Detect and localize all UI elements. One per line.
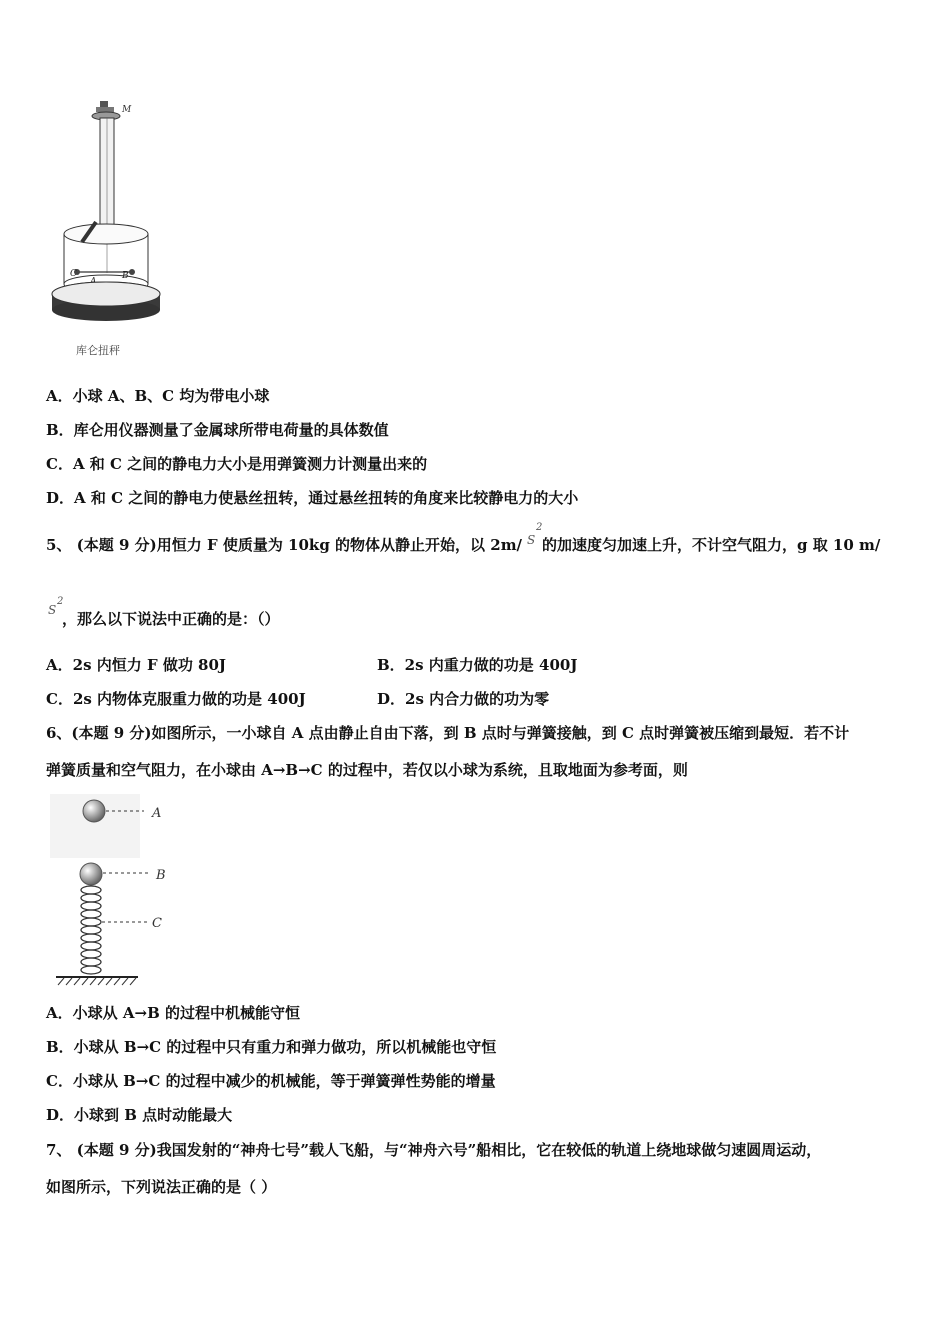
- q6-option-c: C．小球从 B→C 的过程中减少的机械能，等于弹簧弹性势能的增量: [46, 1072, 496, 1090]
- q5-unit-s-a: S: [527, 533, 536, 547]
- q5-unit-s-b: S: [48, 603, 57, 617]
- label-b: B: [122, 271, 129, 281]
- q5-option-d: D．2s 内合力做的功为零: [377, 690, 550, 708]
- label-b: B: [156, 868, 166, 883]
- q5-unit-exp-b: 2: [57, 596, 64, 607]
- spring-ball-drawing: [46, 790, 176, 990]
- q5-option-c: C．2s 内物体克服重力做的功是 400J: [46, 690, 306, 708]
- q5-unit-exp-a: 2: [536, 522, 543, 533]
- q5-option-a: A．2s 内恒力 F 做功 80J: [46, 656, 227, 674]
- label-c: C: [152, 916, 162, 931]
- q5-stem-part2: 的加速度匀加速上升，不计空气阻力，g 取 10 m/: [542, 536, 881, 554]
- q5-option-b: B．2s 内重力做的功是 400J: [377, 656, 578, 674]
- q5-stem-part1: 5、 (本题 9 分)用恒力 F 使质量为 10kg 的物体从静止开始，以 2m/: [46, 536, 523, 554]
- q5-stem-part3: ，那么以下说法中正确的是：（）: [62, 610, 280, 628]
- figure-caption: 库仑扭秤: [76, 344, 120, 357]
- q6-stem-line1: 6、(本题 9 分)如图所示，一小球自 A 点由静止自由下落，到 B 点时与弹簧接触，到 C 点时弹簧被压缩到最短．若不计: [46, 724, 850, 742]
- q4-option-a: A．小球 A、B、C 均为带电小球: [46, 387, 270, 405]
- torsion-balance-drawing: [46, 98, 166, 360]
- q7-stem-line1: 7、 (本题 9 分)我国发射的“神舟七号”载人飞船，与“神舟六号”船相比，它在较低的轨道上绕地球做匀速圆周运动，: [46, 1141, 822, 1159]
- q4-option-c: C．A 和 C 之间的静电力大小是用弹簧测力计测量出来的: [46, 455, 428, 473]
- q6-stem-line2: 弹簧质量和空气阻力，在小球由 A→B→C 的过程中，若仅以小球为系统，且取地面为参考面，则: [46, 761, 688, 779]
- label-a: A: [152, 806, 162, 821]
- label-c: C: [70, 269, 77, 279]
- spring-ball-figure: [46, 790, 176, 990]
- q6-option-b: B．小球从 B→C 的过程中只有重力和弹力做功，所以机械能也守恒: [46, 1038, 497, 1056]
- q4-option-b: B．库仑用仪器测量了金属球所带电荷量的具体数值: [46, 421, 389, 439]
- q6-option-d: D．小球到 B 点时动能最大: [46, 1106, 233, 1124]
- torsion-balance-figure: [46, 98, 166, 360]
- q6-option-a: A．小球从 A→B 的过程中机械能守恒: [46, 1004, 300, 1022]
- label-m: M: [122, 105, 132, 115]
- q7-stem-line2: 如图所示，下列说法正确的是（ ）: [46, 1178, 277, 1196]
- q4-option-d: D．A 和 C 之间的静电力使悬丝扭转，通过悬丝扭转的角度来比较静电力的大小: [46, 489, 579, 507]
